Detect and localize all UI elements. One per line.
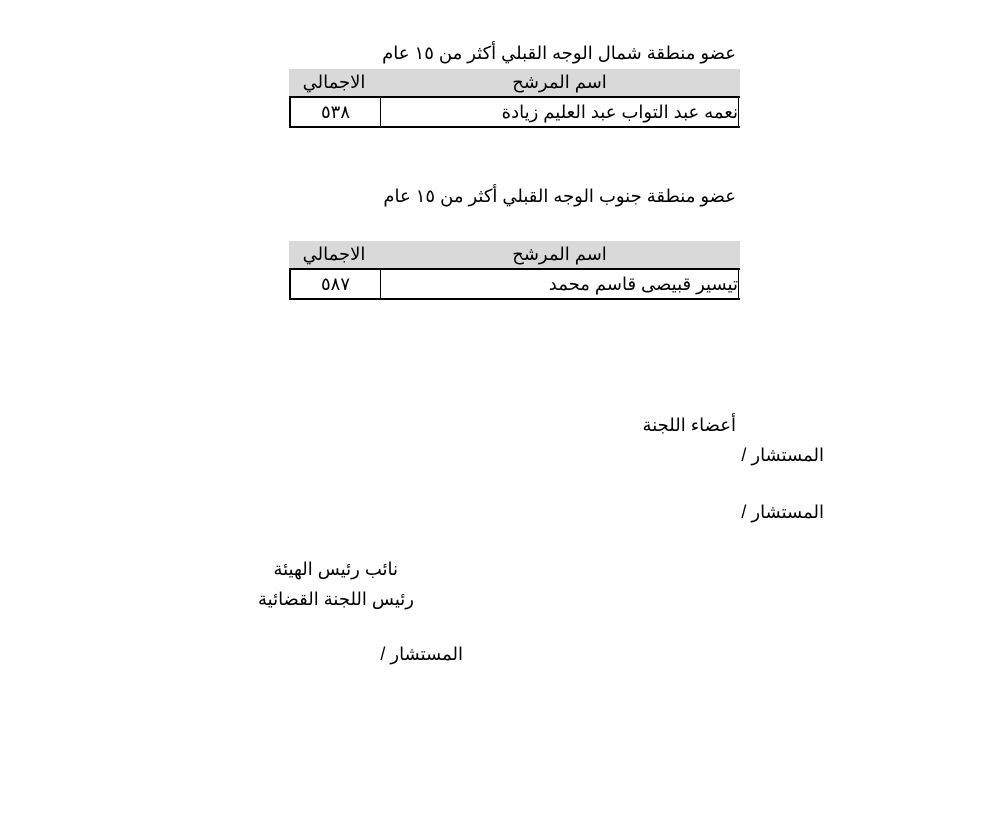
table-header (289, 69, 740, 96)
section-1-table (289, 69, 740, 128)
section-2-table (289, 241, 740, 300)
committee-members-label: أعضاء اللجنة (642, 415, 736, 435)
section-2-heading: عضو منطقة جنوب الوجه القبلي أكثر من ١٥ عام (383, 186, 736, 206)
column-header-candidate-name: اسم المرشح (512, 72, 607, 92)
candidate-total: ٥٣٨ (289, 98, 381, 126)
column-header-total: الاجمالي (302, 72, 366, 92)
counselor-signature-1: المستشار / (741, 445, 824, 465)
table-row (289, 268, 740, 300)
table-row (289, 96, 740, 128)
counselor-signature-3: المستشار / (380, 644, 463, 664)
deputy-head-label: نائب رئيس الهيئة (273, 559, 398, 579)
counselor-signature-2: المستشار / (741, 502, 824, 522)
candidate-name: نعمه عبد التواب عبد العليم زيادة (381, 98, 739, 126)
table-header (289, 241, 740, 268)
section-1-heading: عضو منطقة شمال الوجه القبلي أكثر من ١٥ عام (382, 43, 736, 63)
column-header-total: الاجمالي (302, 244, 366, 264)
judicial-committee-head-label: رئيس اللجنة القضائية (257, 589, 414, 609)
column-header-candidate-name: اسم المرشح (512, 244, 607, 264)
candidate-total: ٥٨٧ (289, 270, 381, 298)
candidate-name: تيسير قبيصى قاسم محمد (381, 270, 739, 298)
